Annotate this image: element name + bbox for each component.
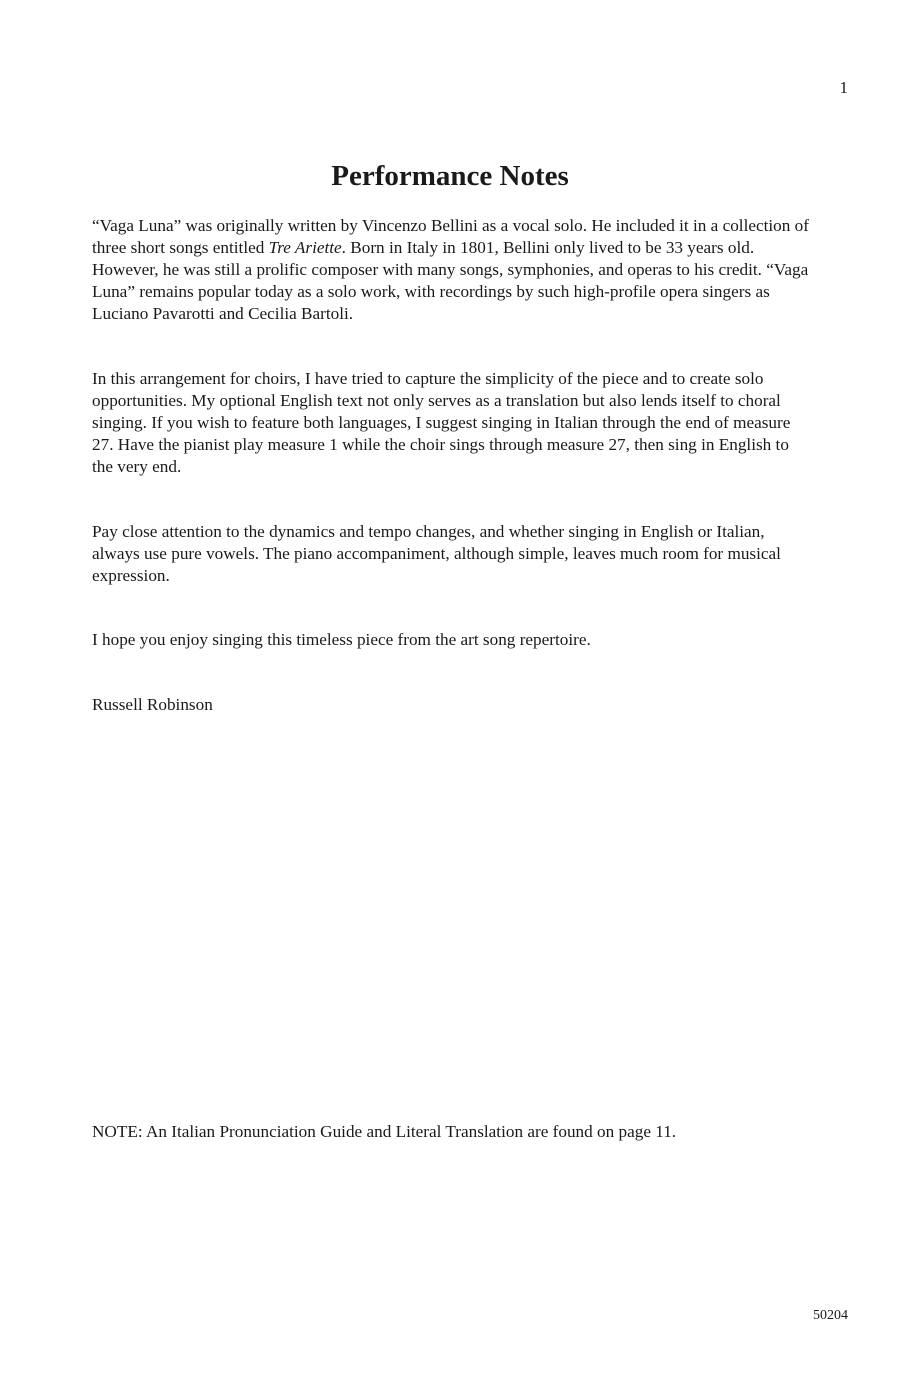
author-signature: Russell Robinson: [92, 695, 213, 714]
page-title: Performance Notes: [331, 160, 569, 192]
pronunciation-note: NOTE: An Italian Pronunciation Guide and Literal Translation are found on page 11.: [92, 1122, 677, 1141]
paragraph-arrangement: In this arrangement for choirs, I have tried to capture the simplicity of the piece and to create solo opportunities. My optional English text not only serves as a translation but also lends itself to choral singing. If you wish to feature both languages, I suggest singing in Italian through the end of measure 27. Have the pianist play measure 1 while the choir sings through measure 27, then sing in English to the very end.: [92, 369, 791, 476]
paragraph-history-text-end: . Born in Italy in 1801, Bellini only lived to be 33 years old. However, he was still a prolific composer with many songs, symphonies, and operas to his credit. “Vaga Luna” remains popular today as a solo work, with recordings by such high-profile opera singers as Luciano Pavarotti and Cecilia Bartoli.: [92, 238, 809, 323]
page-number: 1: [839, 78, 848, 97]
paragraph-closing: I hope you enjoy singing this timeless piece from the art song repertoire.: [92, 630, 591, 649]
paragraph-history: [92, 215, 812, 325]
catalog-number: 50204: [813, 1308, 848, 1323]
paragraph-dynamics: Pay close attention to the dynamics and tempo changes, and whether singing in English or Italian, always use pure vowels. The piano accompaniment, although simple, leaves much room for musical expression.: [92, 522, 781, 585]
paragraph-history-text-start: “Vaga Luna” was originally written by Vincenzo Bellini as a vocal solo. He included it in a collection of three short songs entitled: [92, 216, 809, 257]
collection-title-italic: Tre Ariette: [268, 238, 342, 257]
